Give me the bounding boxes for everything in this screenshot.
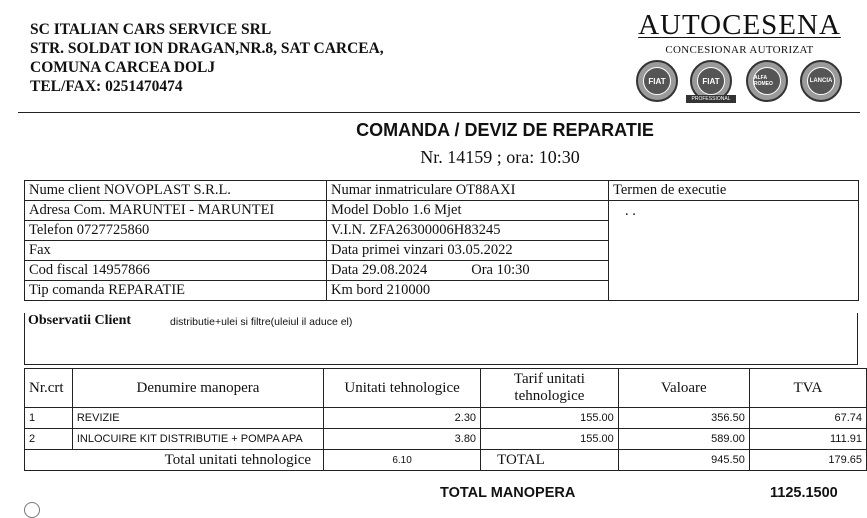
company-name: SC ITALIAN CARS SERVICE SRL [30,21,272,38]
client-fiscal-code: Cod fiscal 14957866 [25,261,327,281]
company-address-line: COMUNA CARCEA DOLJ [30,59,216,76]
labor-table [24,368,867,471]
vehicle-plate: Numar inmatriculare OT88AXI [327,181,609,201]
total-units-label: Total unitati tehnologice [25,450,324,471]
brand-subtitle: CONCESIONAR AUTORIZAT [665,44,814,56]
total-word: TOTAL [481,450,619,471]
client-phone: Telefon 0727725860 [25,221,327,241]
professional-tag: PROFESSIONAL [686,95,736,103]
row-unitati: 2.30 [324,408,481,429]
col-valoare: Valoare [618,369,749,408]
row-unitati: 3.80 [324,429,481,450]
document-title: COMANDA / DEVIZ DE REPARATIE [356,120,654,140]
row-nr: 2 [25,429,73,450]
row-tva: 67.74 [749,408,866,429]
col-tarif: Tarif unitati tehnologice [481,369,619,408]
total-units-value: 6.10 [324,450,481,471]
row-tva: 111.91 [749,429,866,450]
total-tva: 179.65 [749,450,866,471]
termen-label: Termen de executie [609,181,859,201]
termen-value: . . [609,201,859,301]
header-divider [18,112,860,113]
row-tarif: 155.00 [481,408,619,429]
lancia-logo-icon: LANCIA [800,60,842,102]
observations-text: distributie+ulei si filtre(uleiul il aduce el) [170,316,353,328]
observations-box [24,313,858,365]
table-row [25,429,867,450]
company-block [30,20,384,96]
client-address: Adresa Com. MARUNTEI - MARUNTEI [25,201,327,221]
brand-name: AUTOCESENA [638,9,841,41]
total-manopera-value: 1125.1500 [770,485,838,501]
row-denumire: INLOCUIRE KIT DISTRIBUTIE + POMPA APA [72,429,323,450]
fiat-logo-icon: FIAT [636,60,678,102]
col-denumire: Denumire manopera [72,369,323,408]
client-fax: Fax [25,241,327,261]
row-nr: 1 [25,408,73,429]
total-valoare: 945.50 [618,450,749,471]
col-tva: TVA [749,369,866,408]
company-address-line: STR. SOLDAT ION DRAGAN,NR.8, SAT CARCEA, [30,40,384,57]
labor-table-header [25,369,867,408]
brand-logos [634,60,844,104]
vehicle-first-sale-date: Data primei vinzari 03.05.2022 [327,241,609,261]
col-nr: Nr.crt [25,369,73,408]
vehicle-model: Model Doblo 1.6 Mjet [327,201,609,221]
total-manopera-label: TOTAL MANOPERA [440,485,576,501]
alfa-romeo-logo-icon: ALFA ROMEO [746,60,788,102]
vehicle-vin: V.I.N. ZFA26300006H83245 [327,221,609,241]
table-row [25,408,867,429]
document-number: Nr. 14159 ; ora: 10:30 [420,147,580,167]
fiat-professional-logo-icon: FIAT [690,60,732,102]
company-phone: TEL/FAX: 0251470474 [30,78,183,95]
row-denumire: REVIZIE [72,408,323,429]
row-valoare: 356.50 [618,408,749,429]
vehicle-km: Km bord 210000 [327,281,609,301]
col-unitati: Unitati tehnologice [324,369,481,408]
row-tarif: 155.00 [481,429,619,450]
client-name: Nume client NOVOPLAST S.R.L. [25,181,327,201]
row-valoare: 589.00 [618,429,749,450]
observations-label: Observatii Client [28,313,132,328]
brand-block [632,10,847,56]
order-type: Tip comanda REPARATIE [25,281,327,301]
totals-row [25,450,867,471]
circle-mark-icon [24,502,40,518]
client-vehicle-table [24,180,859,301]
vehicle-date-time: Data 29.08.2024 Ora 10:30 [327,261,609,281]
